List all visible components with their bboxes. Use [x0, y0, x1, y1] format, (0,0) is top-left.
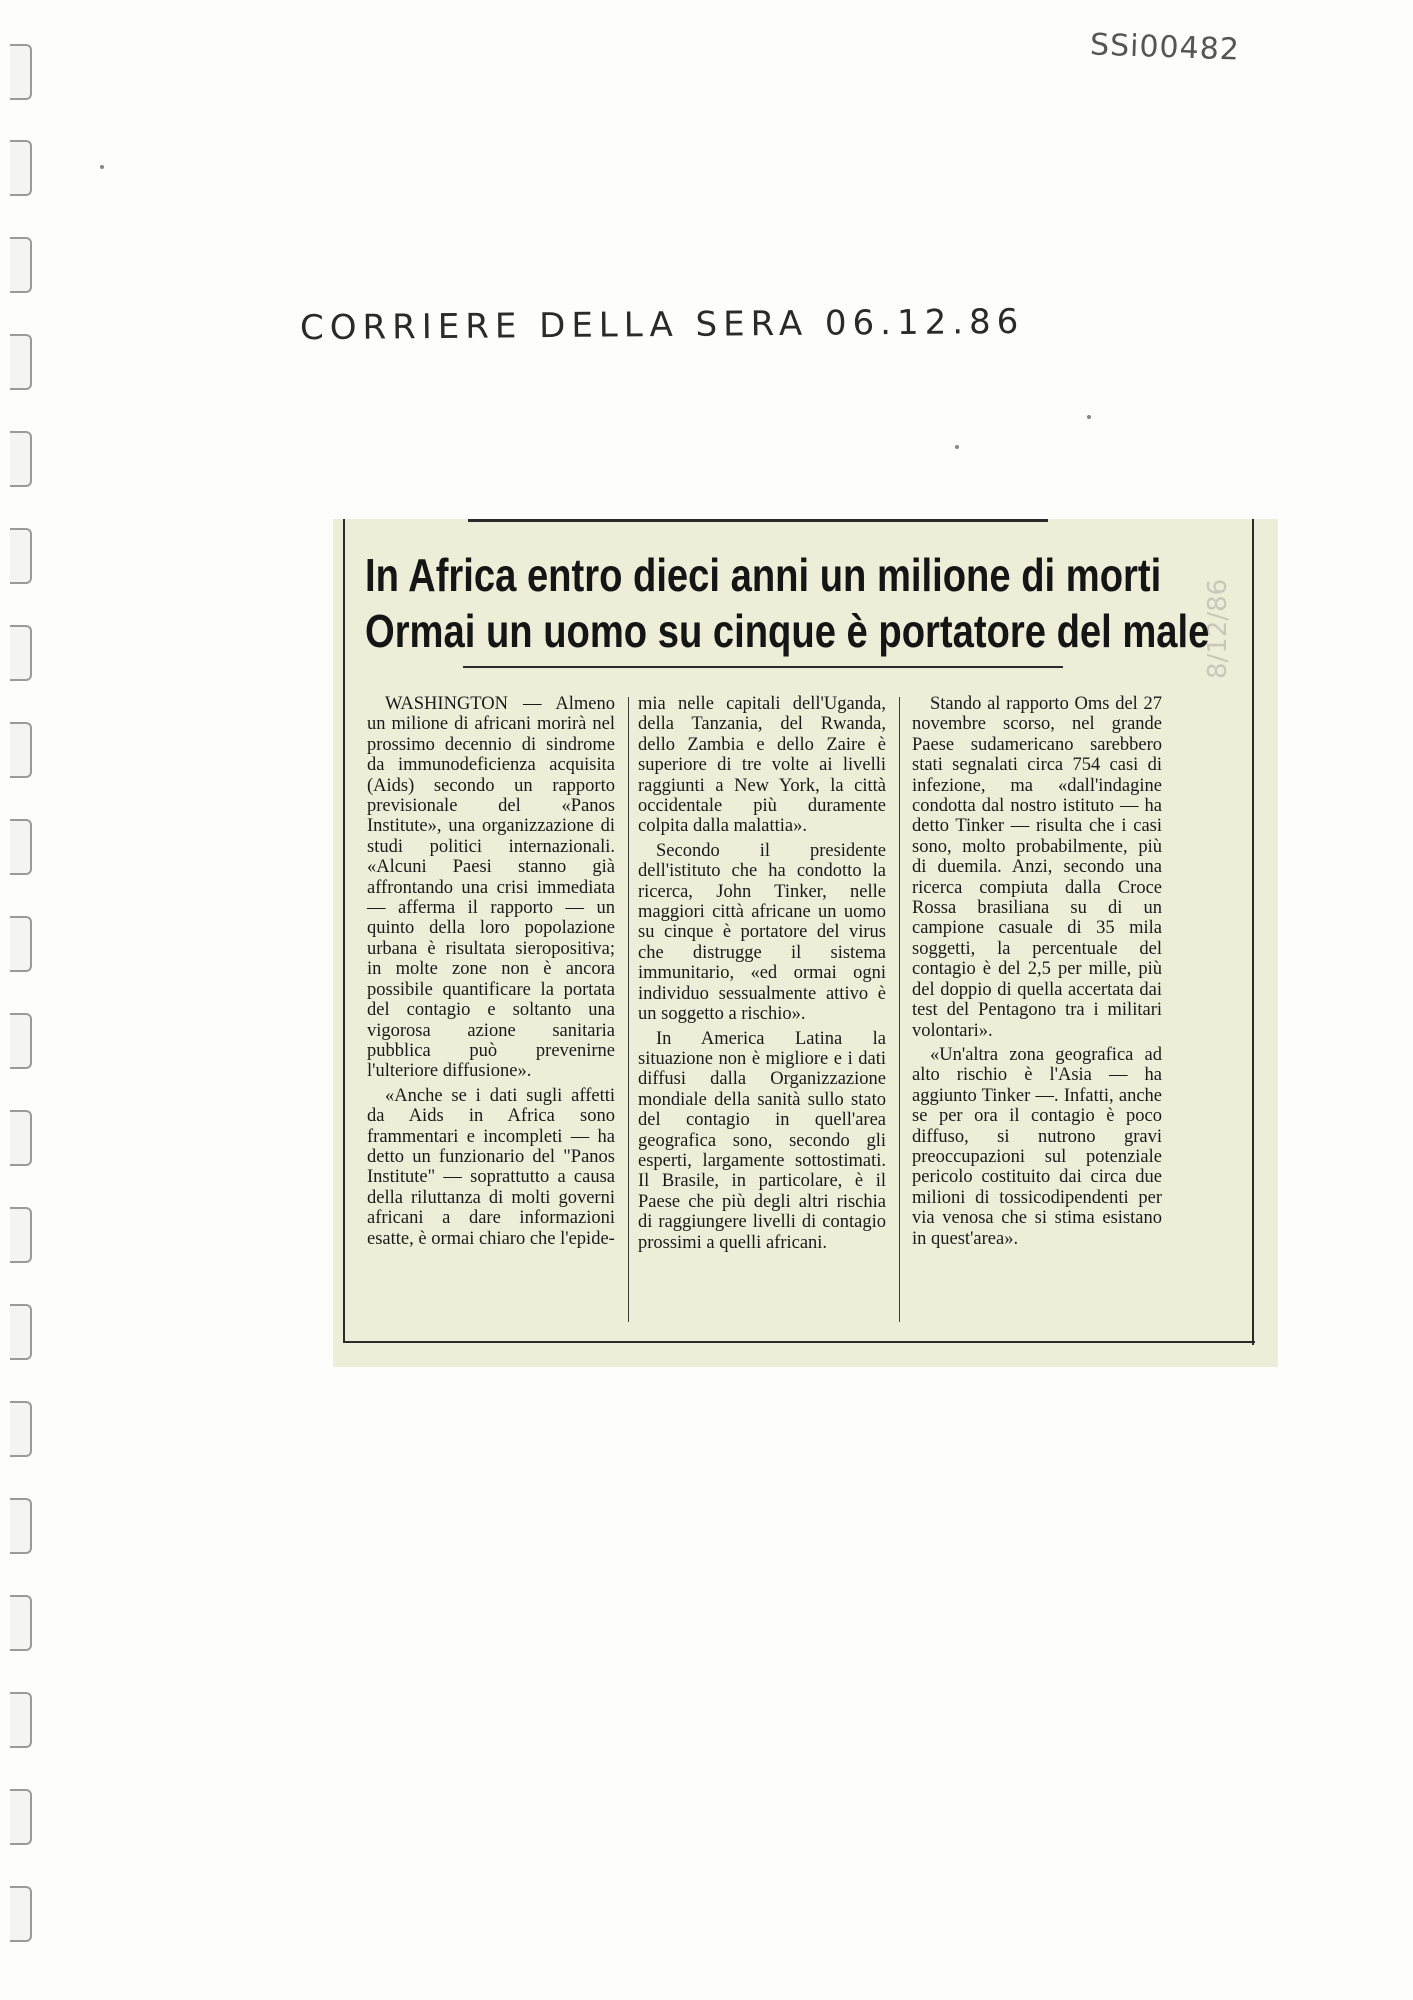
scan-speck — [100, 165, 104, 169]
binder-hole-icon — [10, 1692, 32, 1748]
article-headline — [365, 547, 1210, 659]
paragraph: Secondo il presidente dell'istituto che ha condotto la ricerca, John Tinker, nelle maggiori città africane un uomo su cinque è portatore del virus che distrugge il sistema immunitario, «ed ormai ogni individuo sessualmente attivo è un soggetto a rischio». — [638, 840, 886, 1025]
column-separator — [628, 697, 629, 1322]
headline-underline — [463, 666, 1063, 668]
clipping-top-rule — [468, 519, 1048, 522]
binder-hole-icon — [10, 528, 32, 584]
article-column-3 — [912, 694, 1162, 1249]
binder-hole-icon — [10, 1401, 32, 1457]
binder-hole-icon — [10, 916, 32, 972]
paragraph: mia nelle capitali dell'Uganda, della Tanzania, del Rwanda, dello Zambia e dello Zaire è superiore di tre volte ai livelli raggiunti a New York, la città occidentale più duramente colpita dalla malattia». — [638, 694, 886, 837]
clipping-bottom-rule — [343, 1341, 1255, 1343]
binder-hole-icon — [10, 819, 32, 875]
date-stamp: 8/12/86 — [1203, 578, 1233, 679]
clipping-left-rule — [343, 519, 345, 1341]
binder-hole-icon — [10, 722, 32, 778]
column-separator — [899, 697, 900, 1322]
document-id: SSi00482 — [1089, 27, 1241, 68]
paragraph: In America Latina la situazione non è migliore e i dati diffusi dalla Organizzazione mondiale della sanità sullo stato del contagio in quell'area geografica sono, secondo gli esperti, largamente sottostimati. Il Brasile, in particolare, è il Paese che più degli altri rischia di raggiungere livelli di contagio prossimi a quelli africani. — [638, 1028, 886, 1253]
binder-holes-strip — [0, 0, 60, 2000]
binder-hole-icon — [10, 1886, 32, 1942]
binder-hole-icon — [10, 140, 32, 196]
headline-line-1: In Africa entro dieci anni un milione di morti — [365, 549, 1162, 601]
binder-hole-icon — [10, 1595, 32, 1651]
binder-hole-icon — [10, 1013, 32, 1069]
binder-hole-icon — [10, 334, 32, 390]
headline-line-2: Ormai un uomo su cinque è portatore del male — [365, 605, 1210, 657]
binder-hole-icon — [10, 44, 32, 100]
binder-hole-icon — [10, 1498, 32, 1554]
binder-hole-icon — [10, 431, 32, 487]
binder-hole-icon — [10, 237, 32, 293]
article-column-2 — [638, 694, 886, 1253]
paragraph: Stando al rapporto Oms del 27 novembre scorso, nel grande Paese sudamericano sarebbero stati segnalati circa 754 casi di infezione, ma «dall'indagine condotta dal nostro istituto — ha detto Tinker — risulta che i casi sono, molto probabilmente, più di duemila. Anzi, secondo una ricerca compiuta dalla Croce Rossa brasiliana su di un campione casuale di 35 mila soggetti, la percentuale del contagio è del 2,5 per mille, più del doppio di quella accertata dai test del Pentagono tra i militari volontari». — [912, 694, 1162, 1041]
binder-hole-icon — [10, 625, 32, 681]
paragraph: «Un'altra zona geografica ad alto rischio è l'Asia — ha aggiunto Tinker —. Infatti, anche se per ora il contagio è poco diffuso, si nutrono gravi preoccupazioni sul potenziale pericolo costituito dai circa due milioni di tossicodipendenti per via venosa che si stima esistano in quest'area». — [912, 1044, 1162, 1249]
binder-hole-icon — [10, 1304, 32, 1360]
scan-speck — [955, 445, 959, 449]
binder-hole-icon — [10, 1789, 32, 1845]
scan-speck — [1087, 415, 1091, 419]
source-annotation: CORRIERE DELLA SERA 06.12.86 — [299, 301, 1025, 349]
paragraph: WASHINGTON — Almeno un milione di africani morirà nel prossimo decennio di sindrome da immunodeficienza acquisita (Aids) secondo un rapporto previsionale del «Panos Institute», una organizzazione di studi politici internazionali. «Alcuni Paesi stanno già affrontando una crisi immediata — afferma il rapporto — un quinto della loro popolazione urbana è risultata sieropositiva; in molte zone non è ancora possibile quantificare la portata del contagio e soltanto una vigorosa azione sanitaria pubblica può prevenirne l'ulteriore diffusione». — [367, 694, 615, 1082]
article-column-1 — [367, 694, 615, 1249]
paragraph: «Anche se i dati sugli affetti da Aids in Africa sono frammentari e incompleti — ha detto un funzionario del "Panos Institute" — soprattutto a causa della riluttanza di molti governi africani a dare informazioni esatte, è ormai chiaro che l'epide- — [367, 1085, 615, 1249]
newspaper-clipping — [333, 519, 1278, 1367]
binder-hole-icon — [10, 1110, 32, 1166]
binder-hole-icon — [10, 1207, 32, 1263]
